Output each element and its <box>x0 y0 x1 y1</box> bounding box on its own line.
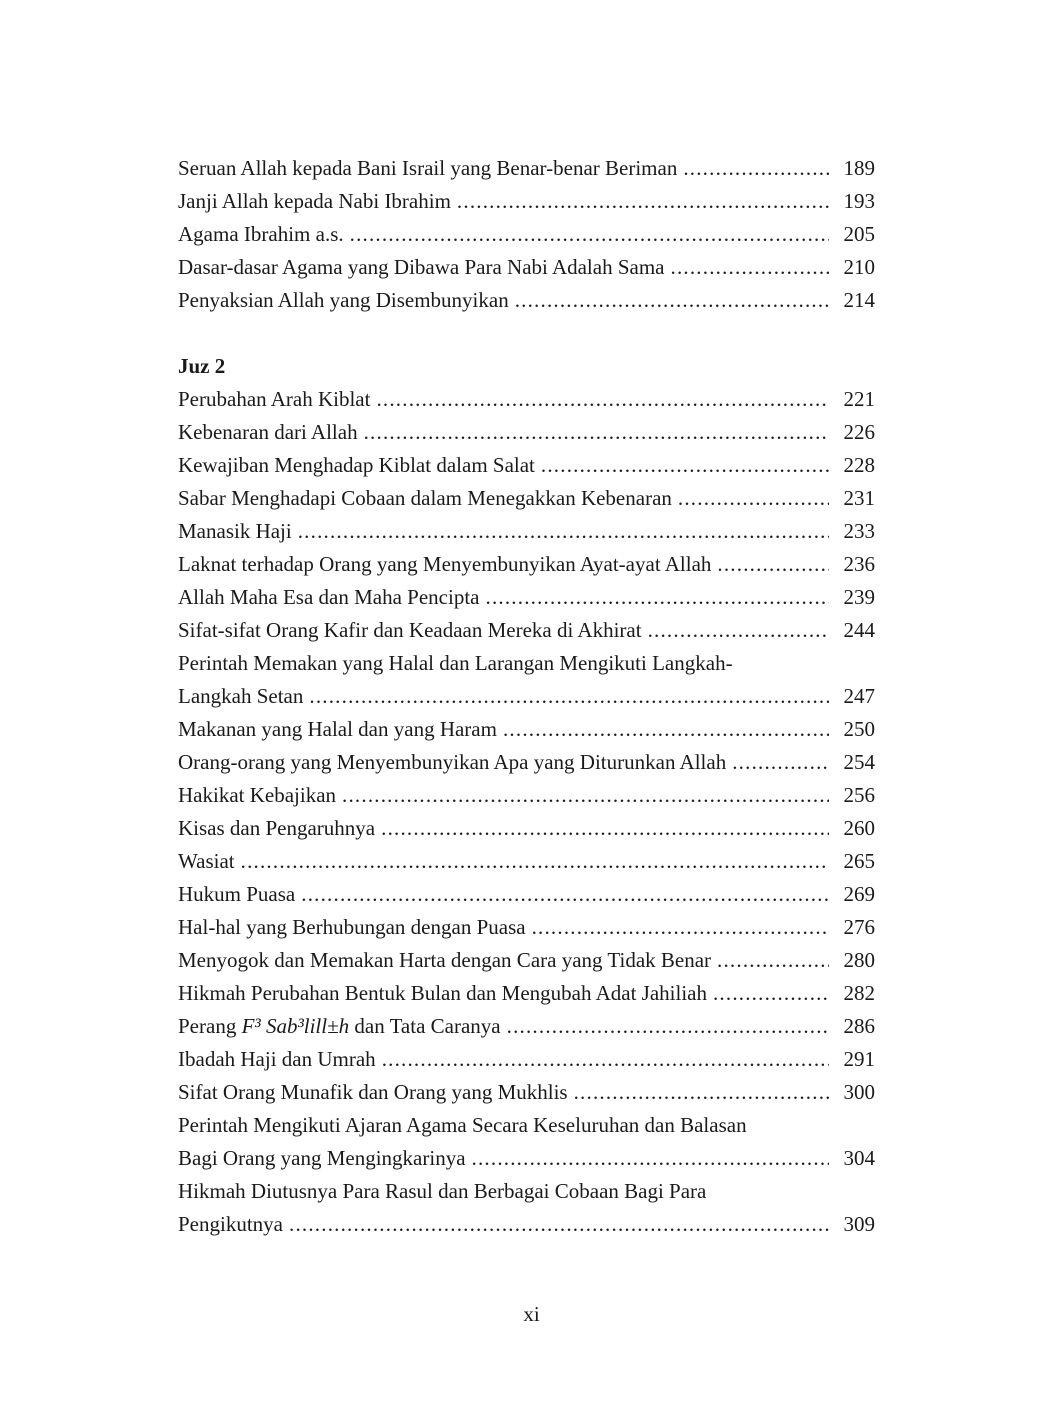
toc-entry-page: 231 <box>843 486 875 510</box>
toc-entry <box>178 1142 875 1175</box>
toc-entry-title: Makanan yang Halal dan yang Haram <box>178 717 497 741</box>
toc-entry-page: 265 <box>843 849 875 873</box>
dot-leader <box>298 515 829 548</box>
toc-entry <box>178 713 875 746</box>
dot-leader <box>532 911 829 944</box>
toc-entry-title: Laknat terhadap Orang yang Menyembunyikan Ayat-ayat Allah <box>178 552 712 576</box>
toc-entry-title: Janji Allah kepada Nabi Ibrahim <box>178 189 451 213</box>
toc-entry-page: 214 <box>843 288 875 312</box>
toc-entry-title: Orang-orang yang Menyembunyikan Apa yang Diturunkan Allah <box>178 750 727 774</box>
dot-leader <box>717 548 829 581</box>
toc-entry-title: Allah Maha Esa dan Maha Pencipta <box>178 585 480 609</box>
toc-entry-page: 276 <box>843 915 875 939</box>
toc-entry-title: Perubahan Arah Kiblat <box>178 387 371 411</box>
toc-entry-page: 280 <box>843 948 875 972</box>
dot-leader <box>301 878 829 911</box>
toc-entry-page: 236 <box>843 552 875 576</box>
dot-leader <box>486 581 830 614</box>
toc-entry-first-line <box>178 1175 875 1208</box>
toc-entry <box>178 416 875 449</box>
dot-leader <box>382 1043 829 1076</box>
toc-entry <box>178 383 875 416</box>
toc-entry-page: 260 <box>843 816 875 840</box>
toc-entry-title: Sabar Menghadapi Cobaan dalam Menegakkan Kebenaran <box>178 486 672 510</box>
dot-leader <box>713 977 829 1010</box>
toc-entry <box>178 1043 875 1076</box>
toc-entry-page: 233 <box>843 519 875 543</box>
toc-entry <box>178 515 875 548</box>
toc-entry-title: Perintah Mengikuti Ajaran Agama Secara Keseluruhan dan Balasan <box>178 1113 747 1137</box>
page-number: xi <box>523 1302 540 1326</box>
toc-entry <box>178 1076 875 1109</box>
toc-entry <box>178 746 875 779</box>
toc-entry-page: 250 <box>843 717 875 741</box>
title-prefix: Perang <box>178 1014 242 1038</box>
section-gap <box>178 317 875 350</box>
toc-entry-title: Pengikutnya <box>178 1212 283 1236</box>
toc-entry <box>178 779 875 812</box>
toc-entry-title: Hikmah Diutusnya Para Rasul dan Berbagai Cobaan Bagi Para <box>178 1179 707 1203</box>
dot-leader <box>472 1142 829 1175</box>
toc-entry <box>178 251 875 284</box>
dot-leader <box>515 284 829 317</box>
toc-entry-page: 269 <box>843 882 875 906</box>
dot-leader <box>507 1010 829 1043</box>
toc-entry-title: Sifat-sifat Orang Kafir dan Keadaan Mereka di Akhirat <box>178 618 642 642</box>
toc-entry-page: 309 <box>843 1212 875 1236</box>
toc-entry <box>178 581 875 614</box>
dot-leader <box>364 416 829 449</box>
toc-entry-page: 300 <box>843 1080 875 1104</box>
toc-entry <box>178 614 875 647</box>
toc-entry-title: Perintah Memakan yang Halal dan Larangan Mengikuti Langkah- <box>178 651 733 675</box>
toc-entry-page: 254 <box>843 750 875 774</box>
toc-entry-page: 239 <box>843 585 875 609</box>
table-of-contents <box>178 152 875 1241</box>
toc-entry-page: 282 <box>843 981 875 1005</box>
toc-group-top <box>178 152 875 317</box>
toc-entry <box>178 911 875 944</box>
toc-entry-title: Hukum Puasa <box>178 882 296 906</box>
toc-entry-title: Dasar-dasar Agama yang Dibawa Para Nabi Adalah Sama <box>178 255 665 279</box>
toc-entry-page: 291 <box>843 1047 875 1071</box>
toc-entry-first-line <box>178 1109 875 1142</box>
toc-entry <box>178 680 875 713</box>
toc-entry-title: Hikmah Perubahan Bentuk Bulan dan Mengubah Adat Jahiliah <box>178 981 707 1005</box>
toc-entry-page: 210 <box>843 255 875 279</box>
dot-leader <box>350 218 829 251</box>
toc-entry-page: 193 <box>843 189 875 213</box>
toc-entry-page: 205 <box>843 222 875 246</box>
toc-entry <box>178 878 875 911</box>
toc-entry-title: Bagi Orang yang Mengingkarinya <box>178 1146 466 1170</box>
toc-entry-title: Penyaksian Allah yang Disembunyikan <box>178 288 509 312</box>
dot-leader <box>376 383 829 416</box>
toc-entry <box>178 449 875 482</box>
toc-entry-page: 221 <box>843 387 875 411</box>
toc-entry-title: Seruan Allah kepada Bani Israil yang Benar-benar Beriman <box>178 156 678 180</box>
dot-leader <box>241 845 829 878</box>
dot-leader <box>309 680 829 713</box>
dot-leader <box>541 449 829 482</box>
dot-leader <box>717 944 829 977</box>
toc-entry-title: Wasiat <box>178 849 235 873</box>
dot-leader <box>381 812 829 845</box>
toc-entry <box>178 548 875 581</box>
toc-entry <box>178 944 875 977</box>
toc-entry <box>178 482 875 515</box>
toc-entry <box>178 1010 875 1043</box>
dot-leader <box>289 1208 829 1241</box>
toc-entry <box>178 284 875 317</box>
toc-entry-title: Manasik Haji <box>178 519 292 543</box>
toc-entry <box>178 152 875 185</box>
toc-entry-title: Hakikat Kebajikan <box>178 783 337 807</box>
toc-group-juz-2 <box>178 383 875 1241</box>
toc-entry-page: 304 <box>843 1146 875 1170</box>
toc-entry-page: 228 <box>843 453 875 477</box>
title-suffix: dan Tata Caranya <box>349 1014 501 1038</box>
toc-entry-title: Kewajiban Menghadap Kiblat dalam Salat <box>178 453 535 477</box>
toc-entry-title: Menyogok dan Memakan Harta dengan Cara yang Tidak Benar <box>178 948 712 972</box>
toc-entry <box>178 845 875 878</box>
dot-leader <box>732 746 829 779</box>
toc-entry-page: 244 <box>843 618 875 642</box>
dot-leader <box>683 152 829 185</box>
transliterated-phrase: F³ Sab³lill±h <box>241 1014 350 1038</box>
toc-entry <box>178 218 875 251</box>
toc-entry-title: Ibadah Haji dan Umrah <box>178 1047 376 1071</box>
toc-entry-title: Sifat Orang Munafik dan Orang yang Mukhlis <box>178 1080 568 1104</box>
toc-entry-page: 286 <box>843 1014 875 1038</box>
toc-entry-title: Hal-hal yang Berhubungan dengan Puasa <box>178 915 526 939</box>
toc-entry <box>178 977 875 1010</box>
dot-leader <box>671 251 830 284</box>
dot-leader <box>503 713 829 746</box>
toc-entry <box>178 812 875 845</box>
toc-entry-page: 189 <box>843 156 875 180</box>
toc-entry-title: Kebenaran dari Allah <box>178 420 358 444</box>
toc-entry <box>178 185 875 218</box>
toc-entry-page: 247 <box>843 684 875 708</box>
toc-entry-page: 226 <box>843 420 875 444</box>
toc-entry-title: Agama Ibrahim a.s. <box>178 222 344 246</box>
toc-entry-first-line <box>178 647 875 680</box>
toc-entry-title: Langkah Setan <box>178 684 304 708</box>
dot-leader <box>678 482 829 515</box>
dot-leader <box>574 1076 829 1109</box>
toc-entry-title: Kisas dan Pengaruhnya <box>178 816 376 840</box>
section-heading-juz-2: Juz 2 <box>178 354 226 378</box>
dot-leader <box>457 185 829 218</box>
toc-entry-page: 256 <box>843 783 875 807</box>
toc-entry <box>178 1208 875 1241</box>
dot-leader <box>342 779 829 812</box>
toc-entry-title <box>178 1010 501 1043</box>
dot-leader <box>648 614 829 647</box>
